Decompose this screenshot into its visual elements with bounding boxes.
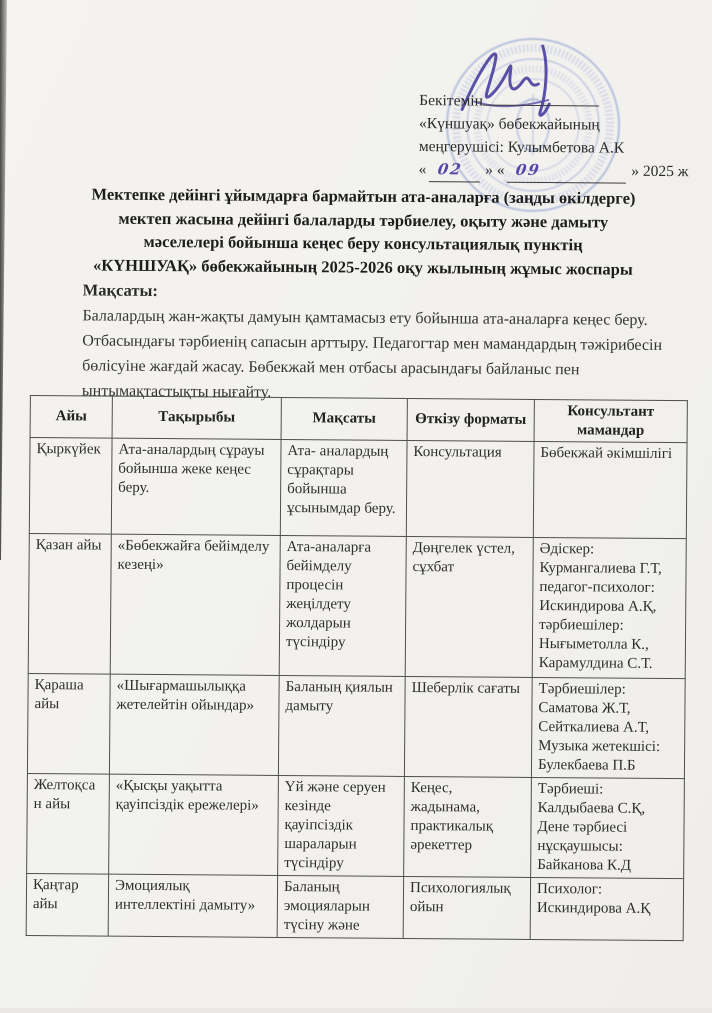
document-title xyxy=(54,182,673,281)
header-month: Айы xyxy=(30,396,112,439)
cell-purpose: Баланың қиялын дамыту xyxy=(278,675,405,776)
header-format: Өткізу форматы xyxy=(407,398,534,441)
table-row xyxy=(26,874,683,941)
cell-month: Қараша айы xyxy=(27,674,110,775)
cell-month: Желтоқсан айы xyxy=(27,774,110,875)
title-line-3: мәселелері бойынша кеңес беру консультациялық пунктің xyxy=(143,231,583,255)
purpose-body: Балалардың жан-жақты дамуын қамтамасыз ету бойынша ата-аналарға кеңес беру. Отбасындағы тәрбиенің сапасын арттыру. Педагогтар мен мамандардың тәжірибесін бөлісуіне жағдай жасау. Бөбекжай мен отбасы арасындағы байланыс пен ынтымақтастықты нығайту. xyxy=(81,307,663,401)
title-line-4: «КҮНШУАҚ» бөбекжайының 2025-2026 оқу жылының жұмыс жоспары xyxy=(92,255,633,279)
table-row xyxy=(28,534,686,679)
header-topic: Тақырыбы xyxy=(112,396,281,439)
approval-block xyxy=(419,89,690,184)
table-row xyxy=(27,774,685,879)
cell-consultants: Психолог: Искиндирова А.Қ xyxy=(530,877,683,940)
cell-format: Шеберлік сағаты xyxy=(404,676,532,777)
cell-format: Дөңгелек үстел, сұхбат xyxy=(405,536,533,677)
cell-consultants: Әдіскер: Курмангалиева Г.Т, педагог-психолог: Искиндирова А.Қ, тәрбиешілер: Нығыметолла К., Карамулдина С.Т. xyxy=(532,537,686,678)
cell-purpose: Үй және серуен кезінде қауіпсіздік шараларын түсіндіру xyxy=(278,775,405,876)
cell-month: Қыркүйек xyxy=(29,438,112,535)
approve-line xyxy=(419,89,689,114)
cell-format: Кеңес, жадынама, практикалық әрекеттер xyxy=(404,776,532,877)
handwritten-month: 09 xyxy=(507,159,630,184)
table-row xyxy=(27,674,685,779)
purpose-heading: Мақсаты: xyxy=(82,280,158,301)
cell-purpose: Баланың эмоцияларын түсіну және xyxy=(277,875,403,938)
cell-consultants: Тәрбиешілер: Саматова Ж.Т, Сейткалиева А.Т, Музыка жетекшісі: Булекбаева П.Б xyxy=(531,677,685,778)
table-row xyxy=(29,438,687,539)
cell-topic: «Бөбекжайға бейімделу кезеңі» xyxy=(110,534,280,675)
cell-topic: Ата-аналардың сұрауы бойынша жеке кеңес беру. xyxy=(111,438,281,535)
table-header-row xyxy=(30,396,687,443)
cell-purpose: Ата- аналардың сұрақтары бойынша ұсынымдар беру. xyxy=(280,439,407,536)
cell-topic: «Қысқы уақытта қауіпсіздік ережелері» xyxy=(109,774,279,875)
cell-consultants: Бөбекжай әкімшілігі xyxy=(533,441,687,538)
cell-format: Психологиялық ойын xyxy=(403,876,530,939)
cell-purpose: Ата-аналарға бейімделу процесін жеңілдету жолдарын түсіндіру xyxy=(279,535,406,676)
work-plan-table xyxy=(26,395,688,941)
cell-consultants: Тәрбиеші: Калдыбаева С.Қ, Дене тәрбиесі нұсқаушысы: Байканова К.Д xyxy=(531,777,685,878)
title-line-1: Мектепке дейінгі ұйымдарға бармайтын ата-аналарға (заңды өкілдерге) xyxy=(91,184,636,208)
header-consultants: Консультант мамандар xyxy=(534,399,687,442)
purpose-section xyxy=(82,280,663,408)
title-line-2: мектеп жасына дейінгі балаларды тәрбиелеу, оқыту және дамыту xyxy=(118,208,609,232)
quote-mid: » « xyxy=(485,161,505,179)
org-line: «Күншуақ» бөбекжайының xyxy=(418,115,600,134)
cell-month: Қазан айы xyxy=(28,534,111,675)
cell-topic: Эмоциялық интеллектіні дамыту» xyxy=(108,874,277,937)
header-purpose: Мақсаты xyxy=(281,397,407,440)
handwritten-day: 02 xyxy=(429,158,484,182)
cell-format: Консультация xyxy=(406,440,534,537)
signature-line xyxy=(483,90,599,107)
year-suffix: » 2025 ж xyxy=(631,162,689,181)
date-line xyxy=(419,158,689,184)
manager-line: меңгерушісі: Кулымбетова А.К xyxy=(418,138,625,157)
quote-open: « xyxy=(418,161,427,179)
cell-topic: «Шығармашылыққа жетелейтін ойындар» xyxy=(109,674,279,775)
cell-month: Қаңтар айы xyxy=(26,874,108,937)
approve-label: Бекітемін xyxy=(419,92,483,110)
